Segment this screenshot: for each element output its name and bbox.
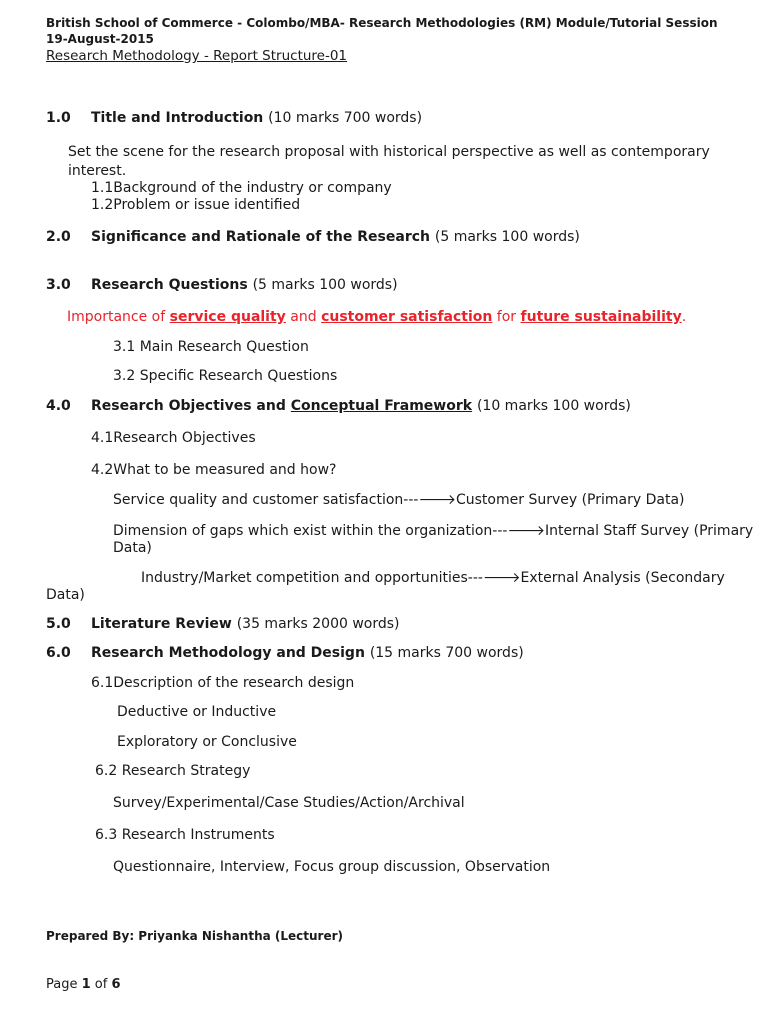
section-title: Research Questions (5 marks 100 words) <box>91 277 398 293</box>
list-item: 4.2What to be measured and how? <box>91 462 337 478</box>
section-number: 2.0 <box>46 229 71 245</box>
section-number: 4.0 <box>46 398 71 414</box>
measure-line-1: Service quality and customer satisfaction---🡒Customer Survey (Primary Data) <box>113 492 685 508</box>
section-5-heading <box>46 616 726 636</box>
right-arrow-icon: 🡒 <box>418 492 456 508</box>
list-item: 3.1 Main Research Question <box>113 339 309 355</box>
measure-line-2: Dimension of gaps which exist within the organization---🡒Internal Staff Survey (Primary <box>113 523 754 539</box>
section-number: 6.0 <box>46 645 71 661</box>
section-title: Research Objectives and Conceptual Framework (10 marks 100 words) <box>91 398 631 414</box>
section-4-heading <box>46 398 726 418</box>
section-3-heading <box>46 277 726 297</box>
section-1-description-line-2: interest. <box>68 163 127 179</box>
importance-statement: Importance of service quality and customer satisfaction for future sustainability. <box>67 309 687 325</box>
section-2-heading <box>46 229 726 249</box>
section-title: Literature Review (35 marks 2000 words) <box>91 616 400 632</box>
measure-line-3: Industry/Market competition and opportunities---🡒External Analysis (Secondary <box>141 570 725 586</box>
header-line-1: British School of Commerce - Colombo/MBA- Research Methodologies (RM) Module/Tutorial Session <box>46 16 718 30</box>
list-item: 6.3 Research Instruments <box>95 827 275 843</box>
list-item: 6.1Description of the research design <box>91 675 355 691</box>
section-6-heading <box>46 645 726 665</box>
list-item: 1.2Problem or issue identified <box>91 197 301 213</box>
list-item: 3.2 Specific Research Questions <box>113 368 338 384</box>
right-arrow-icon: 🡒 <box>507 523 546 539</box>
section-1-description-line-1: Set the scene for the research proposal with historical perspective as well as contemporary <box>68 144 710 160</box>
section-title: Significance and Rationale of the Research (5 marks 100 words) <box>91 229 580 245</box>
section-number: 1.0 <box>46 110 71 126</box>
measure-line-3-continuation: Data) <box>46 587 85 603</box>
prepared-by: Prepared By: Priyanka Nishantha (Lecturer) <box>46 929 344 943</box>
section-number: 5.0 <box>46 616 71 632</box>
right-arrow-icon: 🡒 <box>482 570 521 586</box>
list-item: Survey/Experimental/Case Studies/Action/Archival <box>113 795 465 811</box>
header-date: 19-August-2015 <box>46 32 154 46</box>
list-item: Deductive or Inductive <box>117 704 277 720</box>
list-item: Questionnaire, Interview, Focus group discussion, Observation <box>113 859 551 875</box>
list-item: 6.2 Research Strategy <box>95 763 251 779</box>
section-number: 3.0 <box>46 277 71 293</box>
measure-line-2-continuation: Data) <box>113 540 152 556</box>
section-title: Research Methodology and Design (15 marks 700 words) <box>91 645 524 661</box>
list-item: Exploratory or Conclusive <box>117 734 297 750</box>
list-item: 4.1Research Objectives <box>91 430 256 446</box>
page-number: Page 1 of 6 <box>46 977 121 992</box>
document-title: Research Methodology - Report Structure-01 <box>46 48 348 64</box>
list-item: 1.1Background of the industry or company <box>91 180 392 196</box>
section-1-heading <box>46 110 726 130</box>
section-title: Title and Introduction (10 marks 700 words) <box>91 110 423 126</box>
